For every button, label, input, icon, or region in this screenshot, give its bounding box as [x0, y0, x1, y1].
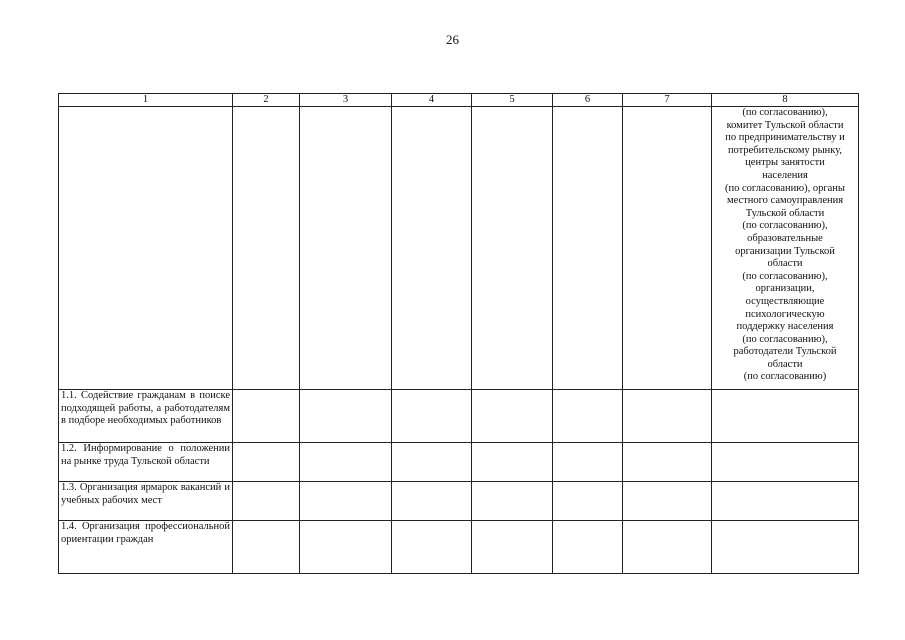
table-cell	[553, 390, 623, 443]
table-cell	[553, 107, 623, 390]
measures-table	[58, 93, 859, 574]
column-header: 4	[392, 94, 472, 107]
cell-line: организации Тульской	[735, 245, 835, 257]
table-cell	[712, 443, 859, 482]
cell-line: психологическую	[745, 308, 825, 320]
cell-line: (по согласованию), органы	[725, 182, 845, 194]
column-header: 3	[300, 94, 392, 107]
table-cell	[472, 390, 553, 443]
table-cell	[553, 521, 623, 574]
page-number: 26	[446, 32, 459, 47]
table-cell	[712, 390, 859, 443]
table-cell	[233, 482, 300, 521]
table-cell	[623, 482, 712, 521]
table-cell	[553, 482, 623, 521]
table-cell	[472, 482, 553, 521]
table-row	[59, 482, 859, 521]
cell-line: организации,	[755, 283, 815, 295]
table-cell	[392, 443, 472, 482]
table-cell	[712, 521, 859, 574]
table-cell	[233, 521, 300, 574]
table-cell	[553, 443, 623, 482]
measure-name-cell: 1.1. Содействие гражданам в поиске подходящей работы, а работодателям в подборе необходимых работников	[59, 390, 233, 443]
cell-line: (по согласованию),	[742, 220, 828, 232]
header-row	[59, 94, 859, 107]
table-row	[59, 521, 859, 574]
table-row	[59, 443, 859, 482]
table-cell	[59, 107, 233, 390]
table-cell	[472, 521, 553, 574]
table-cell	[712, 482, 859, 521]
table-cell	[300, 521, 392, 574]
table-cell	[300, 443, 392, 482]
table-cell	[623, 521, 712, 574]
cell-line: потребительскому рынку,	[727, 144, 843, 156]
cell-line: Тульской области	[745, 207, 825, 219]
table-cell	[300, 390, 392, 443]
column-header: 1	[59, 94, 233, 107]
table-cell	[623, 390, 712, 443]
table-cell	[300, 107, 392, 390]
table-cell	[623, 443, 712, 482]
measure-name-cell: 1.3. Организация ярмарок вакансий и учебных рабочих мест	[59, 482, 233, 521]
cell-line: (по согласованию),	[742, 270, 828, 282]
measure-name-cell: 1.2. Информирование о положении на рынке труда Тульской области	[59, 443, 233, 482]
table-row-continuation	[59, 107, 859, 390]
table-cell	[472, 443, 553, 482]
table-cell	[623, 107, 712, 390]
cell-line: центры занятости	[745, 157, 825, 169]
table-cell	[233, 107, 300, 390]
column-header: 7	[623, 94, 712, 107]
table-cell	[392, 107, 472, 390]
measure-name-cell: 1.4. Организация профессиональной ориентации граждан	[59, 521, 233, 574]
cell-line: (по согласованию)	[743, 371, 827, 383]
table-cell	[233, 443, 300, 482]
cell-line: образовательные	[747, 232, 823, 244]
cell-line: местного самоуправления	[726, 195, 844, 207]
table-cell	[392, 482, 472, 521]
responsible-executors-cell	[712, 107, 859, 390]
cell-line: (по согласованию),	[742, 107, 828, 118]
cell-line: области	[767, 358, 803, 370]
cell-line: работодатели Тульской	[733, 346, 837, 358]
cell-line: по предпринимательству и	[725, 132, 845, 144]
table-cell	[392, 390, 472, 443]
table-row	[59, 390, 859, 443]
cell-line: осуществляющие	[745, 295, 825, 307]
table-cell	[472, 107, 553, 390]
cell-line: (по согласованию),	[742, 333, 828, 345]
cell-line: поддержку населения	[736, 321, 834, 333]
column-header: 2	[233, 94, 300, 107]
table-cell	[392, 521, 472, 574]
table-cell	[233, 390, 300, 443]
cell-line: населения	[762, 169, 808, 181]
column-header: 5	[472, 94, 553, 107]
column-header: 6	[553, 94, 623, 107]
cell-line: области	[767, 258, 803, 270]
column-header: 8	[712, 94, 859, 107]
table-cell	[300, 482, 392, 521]
cell-line: комитет Тульской области	[726, 119, 844, 131]
